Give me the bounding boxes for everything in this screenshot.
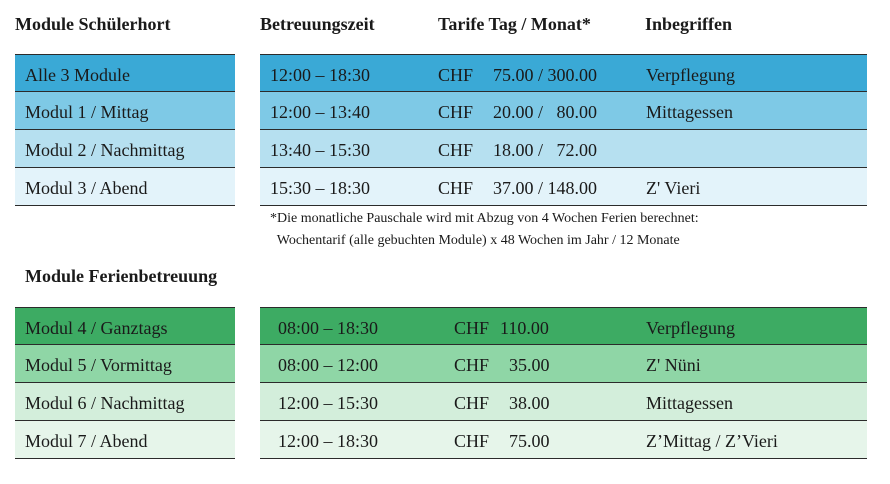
module-name: Modul 5 / Vormittag: [25, 355, 172, 375]
price: 37.00 / 148.00: [493, 178, 598, 198]
table-row: [260, 92, 867, 130]
schuelerhort-module-column: [15, 54, 235, 208]
table-row: [15, 54, 235, 92]
price: 75.00 / 300.00: [493, 65, 598, 85]
time-range: 12:00 – 13:40: [270, 102, 371, 122]
module-name: Modul 4 / Ganztags: [25, 318, 168, 338]
column-header-inbegriffen: Inbegriffen: [645, 14, 732, 34]
table-row: [15, 383, 235, 421]
table-row: [260, 130, 867, 168]
currency: CHF: [438, 140, 474, 160]
included: Z' Nüni: [646, 355, 701, 375]
module-name: Modul 3 / Abend: [25, 178, 148, 198]
module-name: Modul 2 / Nachmittag: [25, 140, 185, 160]
currency: CHF: [454, 355, 490, 375]
price: 20.00 / 80.00: [493, 102, 598, 122]
column-header-tarife: Tarife Tag / Monat*: [438, 14, 591, 34]
table-row: [15, 421, 235, 459]
footnote-line-1: *Die monatliche Pauschale wird mit Abzug von 4 Wochen Ferien berechnet:: [270, 211, 699, 226]
price: 75.00: [500, 431, 550, 451]
price: 18.00 / 72.00: [493, 140, 598, 160]
module-name: Alle 3 Module: [25, 65, 130, 85]
ferienbetreuung-title: Module Ferienbetreuung: [25, 266, 218, 286]
ferienbetreuung-module-column: [15, 307, 235, 461]
schuelerhort-title: Module Schülerhort: [15, 14, 171, 34]
table-row: [15, 307, 235, 345]
table-row: [15, 345, 235, 383]
time-range: 12:00 – 18:30: [270, 65, 371, 85]
table-row: [260, 421, 867, 459]
table-row: [260, 345, 867, 383]
footnote-line-2: Wochentarif (alle gebuchten Module) x 48 Wochen im Jahr / 12 Monate: [270, 233, 680, 248]
included: Mittagessen: [646, 393, 733, 413]
module-name: Modul 6 / Nachmittag: [25, 393, 185, 413]
price: 38.00: [500, 393, 550, 413]
table-row: [260, 168, 867, 206]
module-name: Modul 7 / Abend: [25, 431, 148, 451]
currency: CHF: [454, 318, 490, 338]
time-range: 12:00 – 18:30: [278, 431, 379, 451]
schuelerhort-details-column: [260, 54, 867, 208]
included: Verpflegung: [646, 318, 735, 338]
currency: CHF: [438, 65, 474, 85]
table-row: [15, 168, 235, 206]
currency: CHF: [454, 393, 490, 413]
currency: CHF: [438, 178, 474, 198]
included: Mittagessen: [646, 102, 733, 122]
table-row: [260, 307, 867, 345]
included: Z’Mittag / Z’Vieri: [646, 431, 778, 451]
table-row: [15, 130, 235, 168]
price: 110.00: [500, 318, 549, 338]
module-name: Modul 1 / Mittag: [25, 102, 149, 122]
time-range: 13:40 – 15:30: [270, 140, 371, 160]
time-range: 08:00 – 18:30: [278, 318, 379, 338]
ferienbetreuung-details-column: [260, 307, 867, 461]
time-range: 08:00 – 12:00: [278, 355, 379, 375]
column-header-betreuungszeit: Betreuungszeit: [260, 14, 375, 34]
included: Verpflegung: [646, 65, 735, 85]
time-range: 12:00 – 15:30: [278, 393, 379, 413]
included: Z' Vieri: [646, 178, 701, 198]
table-row: [15, 92, 235, 130]
time-range: 15:30 – 18:30: [270, 178, 371, 198]
table-row: [260, 54, 867, 92]
table-row: [260, 383, 867, 421]
currency: CHF: [438, 102, 474, 122]
price: 35.00: [500, 355, 550, 375]
currency: CHF: [454, 431, 490, 451]
